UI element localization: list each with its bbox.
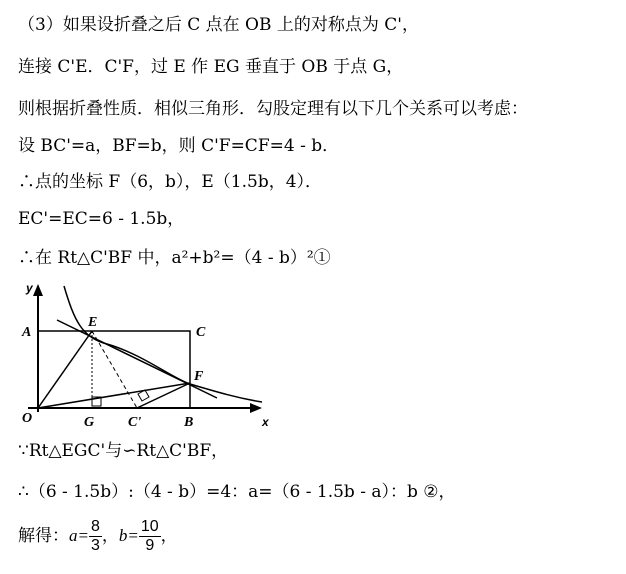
text-line-10	[18, 516, 178, 556]
text-line-4: 设 BC'=a，BF=b，则 C'F=CF=4 - b．	[18, 136, 340, 156]
text-line-8: ∵Rt△EGC'与∽Rt△C'BF，	[18, 441, 229, 461]
label-c: C	[196, 325, 206, 340]
label-c-prime: C'	[128, 415, 142, 430]
label-b: B	[184, 415, 194, 430]
fraction-b-numerator: 10	[140, 518, 159, 535]
fraction-b	[139, 518, 161, 555]
label-o: O	[22, 411, 33, 426]
text-line-3: 则根据折叠性质．相似三角形．勾股定理有以下几个关系可以考虑：	[18, 99, 528, 119]
x-axis-arrow	[250, 403, 262, 413]
text-line-6: EC'=EC=6 - 1.5b，	[18, 209, 185, 229]
a-var: a=	[69, 526, 89, 545]
line-oe	[38, 331, 92, 408]
solve-prefix: 解得：	[18, 526, 69, 546]
label-f: F	[194, 369, 204, 384]
text-line-5: ∴点的坐标 F（6，b），E（1.5b，4）．	[18, 172, 323, 192]
label-a: A	[22, 325, 32, 340]
label-e: E	[88, 315, 98, 330]
fraction-a	[89, 518, 102, 555]
text-line-7: ∴在 Rt△C'BF 中，a²+b²=（4 - b）²①	[18, 248, 331, 268]
y-axis-arrow	[33, 284, 43, 296]
fraction-b-denominator: 9	[145, 537, 155, 554]
hyperbola-curve	[64, 286, 262, 402]
label-y: y	[26, 281, 33, 295]
label-x: x	[262, 415, 269, 429]
text-line-1: （3）如果设折叠之后 C 点在 OB 上的对称点为 C'，	[18, 15, 419, 35]
text-line-2: 连接 C'E．C'F，过 E 作 EG 垂直于 OB 于点 G，	[18, 57, 404, 77]
line-end: ，	[160, 526, 178, 546]
line-of	[38, 383, 190, 408]
fraction-a-numerator: 8	[90, 518, 100, 535]
text-line-9: ∴（6 - 1.5b）:（4 - b）=4：a=（6 - 1.5b - a）：b ②，	[18, 482, 456, 502]
b-var: b=	[118, 526, 139, 545]
fraction-a-denominator: 3	[90, 537, 100, 554]
geometry-diagram	[12, 280, 282, 432]
separator: ，	[101, 526, 119, 546]
label-g: G	[84, 415, 95, 430]
line-ecp	[92, 331, 137, 408]
